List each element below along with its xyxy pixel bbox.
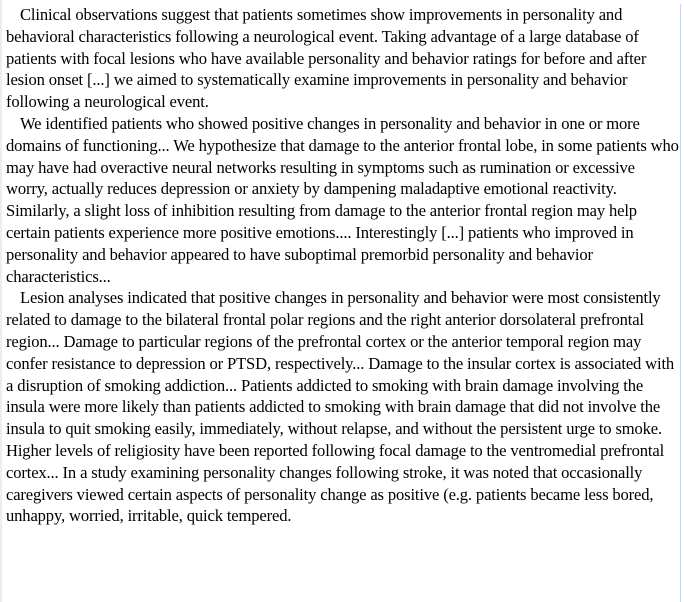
paragraph-1: Clinical observations suggest that patients sometimes show improvements in personality and behavioral characteristics following a neurological event. Taking advantage of a large database of patients with focal lesions who have available personality and behavior ratings for before and after lesion onset [...] we aimed to systematically examine improvements in personality and behavior following a neurological event.	[6, 5, 647, 112]
document-body	[6, 4, 681, 602]
paragraph-3: Lesion analyses indicated that positive changes in personality and behavior were most consistently related to damage to the bilateral frontal polar regions and the right anterior dorsolateral prefrontal region... Damage to particular regions of the prefrontal cortex or the anterior temporal region may confer resistance to depression or PTSD, respectively... Damage to the insular cortex is associated with a disruption of smoking addiction... Patients addicted to smoking with brain damage involving the insula were more likely than patients addicted to smoking with brain damage that did not involve the insula to quit smoking easily, immediately, without relapse, and without the persistent urge to smoke. Higher levels of religiosity have been reported following focal damage to the ventromedial prefrontal cortex... In a study examining personality changes following stroke, it was noted that occasionally caregivers viewed certain aspects of personality change as positive (e.g. patients became less bored, unhappy, worried, irritable, quick tempered.	[6, 288, 675, 526]
page-edge	[0, 0, 2, 602]
paragraph-2: We identified patients who showed positive changes in personality and behavior in one or more domains of functioning... We hypothesize that damage to the anterior frontal lobe, in some patients who may have had overactive neural networks resulting in symptoms such as rumination or excessive worry, actually reduces depression or anxiety by dampening maladaptive emotional reactivity. Similarly, a slight loss of inhibition resulting from damage to the anterior frontal region may help certain patients experience more positive emotions.... Interestingly [...] patients who improved in personality and behavior appeared to have suboptimal premorbid personality and behavior characteristics...	[6, 113, 679, 286]
